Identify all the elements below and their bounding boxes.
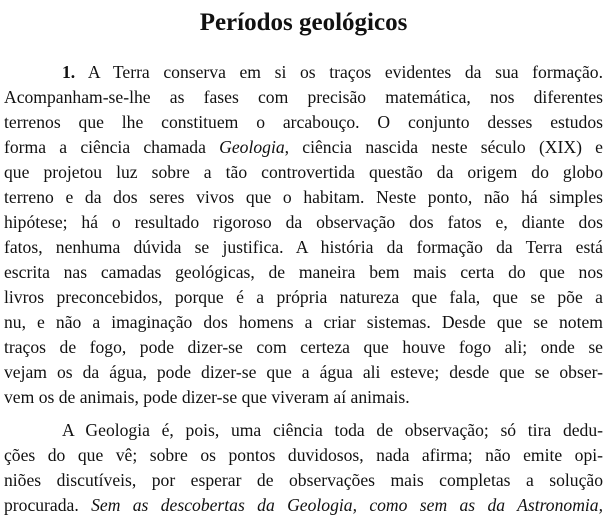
- text-line: terreno e da dos seres vivos que o habitam. Neste ponto, não há simples: [4, 187, 603, 207]
- text-line: A Geologia é, pois, uma ciência toda de observação; só tira dedu-: [62, 420, 603, 440]
- text-line: [62, 60, 603, 84]
- text-line: ções do que vê; sobre os pontos duvidosos, nada afirma; não emite opi-: [4, 445, 603, 465]
- text-line: fatos, nenhuma dúvida se justifica. A história da formação da Terra está: [4, 237, 603, 257]
- text-segment: , ciência nascida neste século (XIX) e: [284, 137, 603, 157]
- text-line: [4, 493, 603, 517]
- text-segment: forma a ciência chamada: [4, 137, 206, 157]
- text-line: niões discutíveis, por esperar de observações mais completas a solução: [4, 470, 603, 490]
- text-line: livros preconcebidos, porque é a própria natureza que fala, que se põe a: [4, 287, 603, 307]
- text-line: hipótese; há o resultado rigoroso da observação dos fatos e, diante dos: [4, 212, 603, 232]
- italic-text: Sem as descobertas da Geologia, como sem as da Astronomia,: [91, 495, 603, 515]
- text-line: traços de fogo, pode dizer-se com certeza que houve fogo ali; onde se: [4, 337, 603, 357]
- text-line: Acompanham-se-lhe as fases com precisão matemática, nos diferentes: [4, 87, 603, 107]
- text-line: escrita nas camadas geológicas, de maneira bem mais certa do que nos: [4, 262, 603, 282]
- text-segment: procurada.: [4, 495, 79, 515]
- text-line: que projetou luz sobre a tão controvertida questão da origem do globo: [4, 162, 603, 182]
- document-page: [4, 0, 603, 531]
- text-line: nu, e não a imaginação dos homens a criar sistemas. Desde que se notem: [4, 312, 603, 332]
- text-line: [4, 135, 603, 159]
- italic-term: Geologia: [219, 137, 285, 157]
- page-title: Períodos geológicos: [199, 9, 408, 36]
- text-segment: A Terra conserva em si os traços evidentes da sua formação.: [87, 62, 603, 82]
- text-line: vem os de animais, pode dizer-se que viveram aí animais.: [4, 387, 410, 407]
- text-line: terrenos que lhe constituem o arcabouço. O conjunto desses estudos: [4, 112, 603, 132]
- text-line: vejam os da água, pode dizer-se que a água ali esteve; desde que se obser-: [4, 362, 603, 382]
- paragraph-number: 1.: [62, 62, 76, 82]
